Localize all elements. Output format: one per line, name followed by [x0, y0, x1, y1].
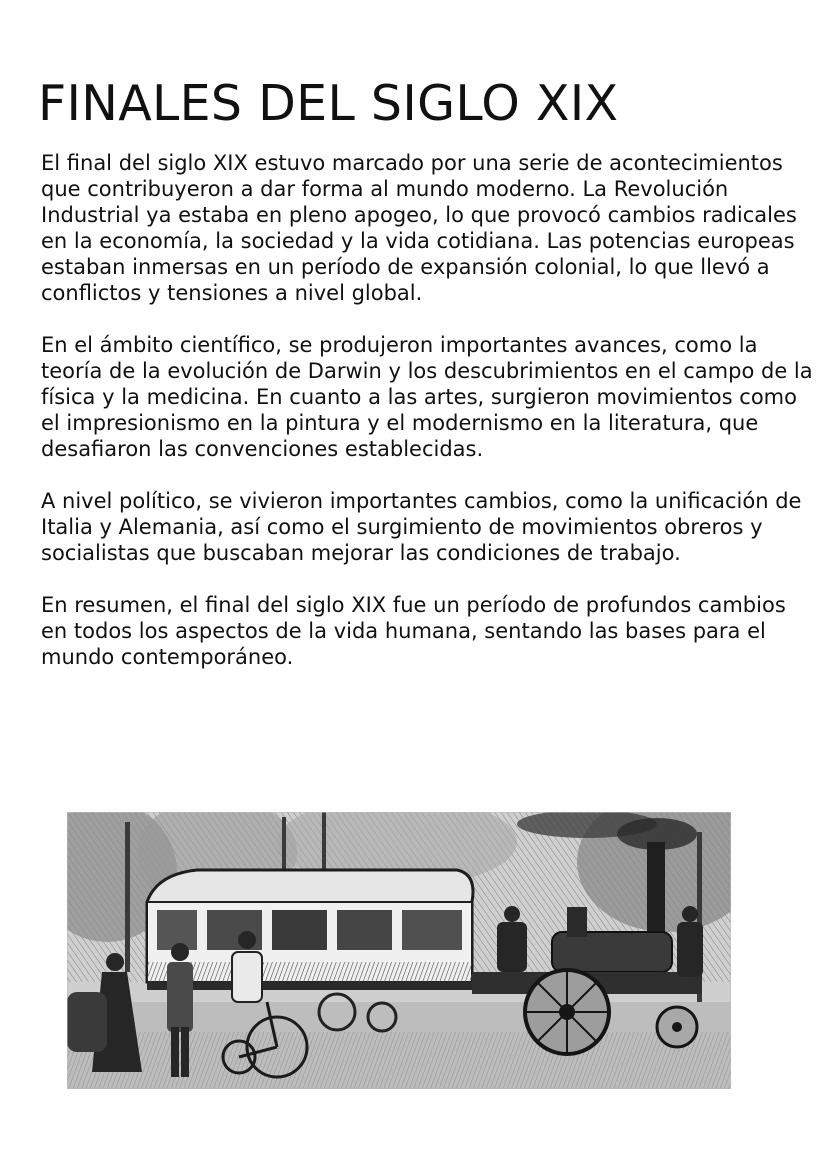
paragraph-summary: En resumen, el final del siglo XIX fue un período de profundos cambios en todos los aspectos de la vida humana, sentando las bases para el mundo contemporáneo.	[41, 593, 786, 669]
body-text	[41, 150, 816, 696]
steam-carriage-engraving	[67, 812, 731, 1089]
page-title: FINALES DEL SIGLO XIX	[38, 75, 619, 132]
paragraph-science-and-arts: En el ámbito científico, se produjeron importantes avances, como la teoría de la evolución de Darwin y los descubrimientos en el campo de la física y la medicina. En cuanto a las artes, surgieron movimientos como el impresionismo en la pintura y el modernismo en la literatura, que desafiaron las convenciones establecidas.	[41, 333, 813, 461]
paragraph-politics: A nivel político, se vivieron importantes cambios, como la unificación de Italia y Alemania, así como el surgimiento de movimientos obreros y socialistas que buscaban mejorar las condiciones de trabajo.	[41, 489, 802, 565]
engraving-drawing	[67, 812, 731, 1089]
paragraph-industrial-revolution: El final del siglo XIX estuvo marcado por una serie de acontecimientos que contribuyeron a dar forma al mundo moderno. La Revolución Industrial ya estaba en pleno apogeo, lo que provocó cambios radicales en la economía, la sociedad y la vida cotidiana. Las potencias europeas estaban inmersas en un período de expansión colonial, lo que llevó a conflictos y tensiones a nivel global.	[41, 151, 797, 305]
